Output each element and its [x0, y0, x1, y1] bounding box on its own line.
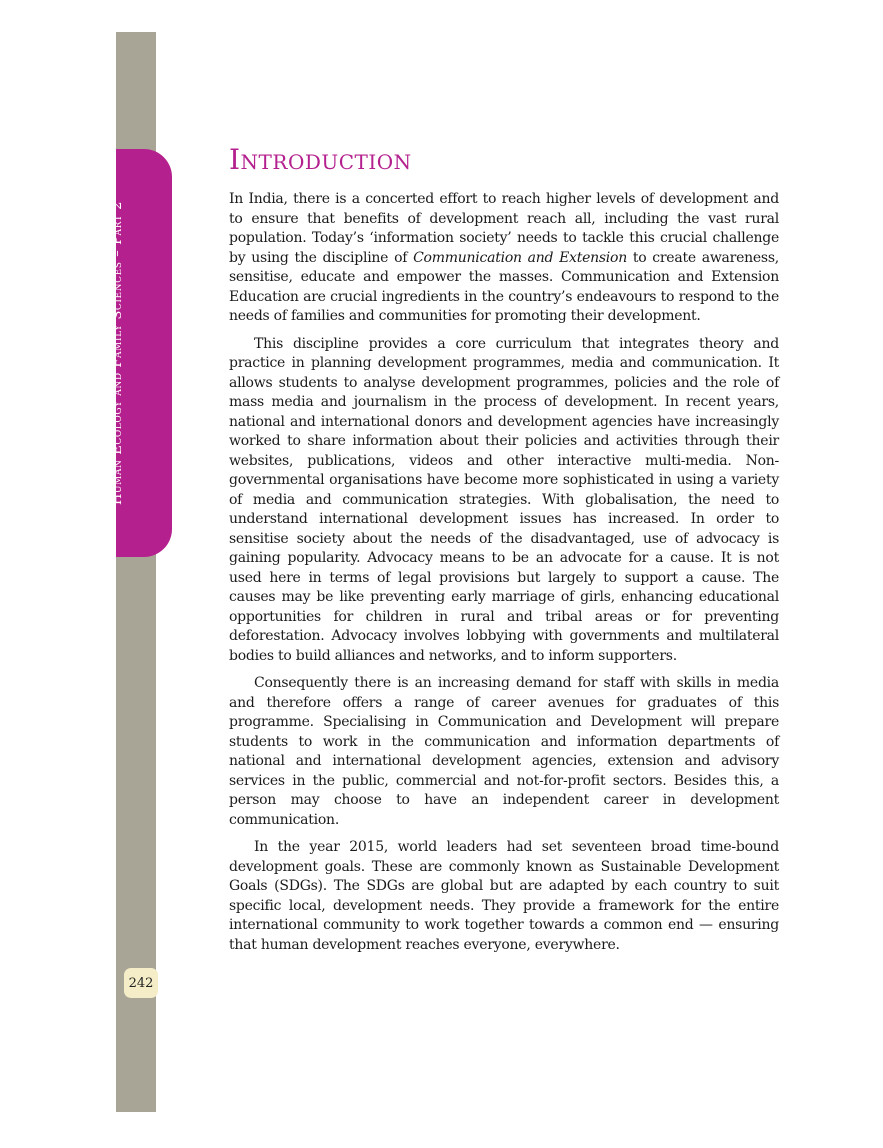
paragraph-2: This discipline provides a core curriculum that integrates theory and practice in planning development programmes, media and communication. It allows students to analyse development programmes, policies and the role of mass media and journalism in the process of development. In recent years, national and international donors and development agencies have increasingly worked to share information about their policies and activities through their websites, publications, videos and other interactive multi-media. Non-governmental organisations have become more sophisticated in using a variety of media and communication strategies. With globalisation, the need to understand international development issues has increased. In order to sensitise society about the needs of the disadvantaged, use of advocacy is gaining popularity. Advocacy means to be an advocate for a cause. It is not used here in terms of legal provisions but largely to support a cause. The causes may be like preventing early marriage of girls, enhancing educational opportunities for children in rural and tribal areas or for preventing deforestation. Advocacy involves lobbying with governments and multilateral bodies to build alliances and networks, and to inform supporters. — [229, 335, 779, 664]
side-tab-label: Human Ecology and Family Sciences – Part 2 — [109, 201, 125, 505]
emphasis-discipline: Communication and Extension — [413, 249, 627, 266]
section-heading: Introduction — [229, 143, 412, 176]
main-content — [229, 144, 779, 963]
paragraph-4: In the year 2015, world leaders had set seventeen broad time-bound development goals. These are commonly known as Sustainable Development Goals (SDGs). The SDGs are global but are adapted by each country to suit specific local, development needs. They provide a framework for the entire international community to work together towards a common end — ensuring that human development reaches everyone, everywhere. — [229, 839, 779, 953]
page-number: 242 — [124, 968, 158, 998]
paragraph-1-start: In India, there is a concerted effort to reach higher levels of development and to ensure that benefits of development reach all, including the vast rural population. Today’s ‘information society’ needs to tackle this crucial challenge by using the discipline of — [229, 191, 779, 266]
paragraph-1-end: to create awareness, sensitise, educate and empower the masses. Communication and Extension Education are crucial ingredients in the country’s endeavours to respond to the needs of families and communities for promoting their development. — [229, 249, 779, 324]
paragraph-1 — [229, 190, 779, 327]
paragraph-3: Consequently there is an increasing demand for staff with skills in media and therefore offers a range of career avenues for graduates of this programme. Specialising in Communication and Development will prepare students to work in the communication and information departments of national and international development agencies, extension and advisory services in the public, commercial and not-for-profit sectors. Besides this, a person may choose to have an independent career in development communication. — [229, 675, 779, 828]
